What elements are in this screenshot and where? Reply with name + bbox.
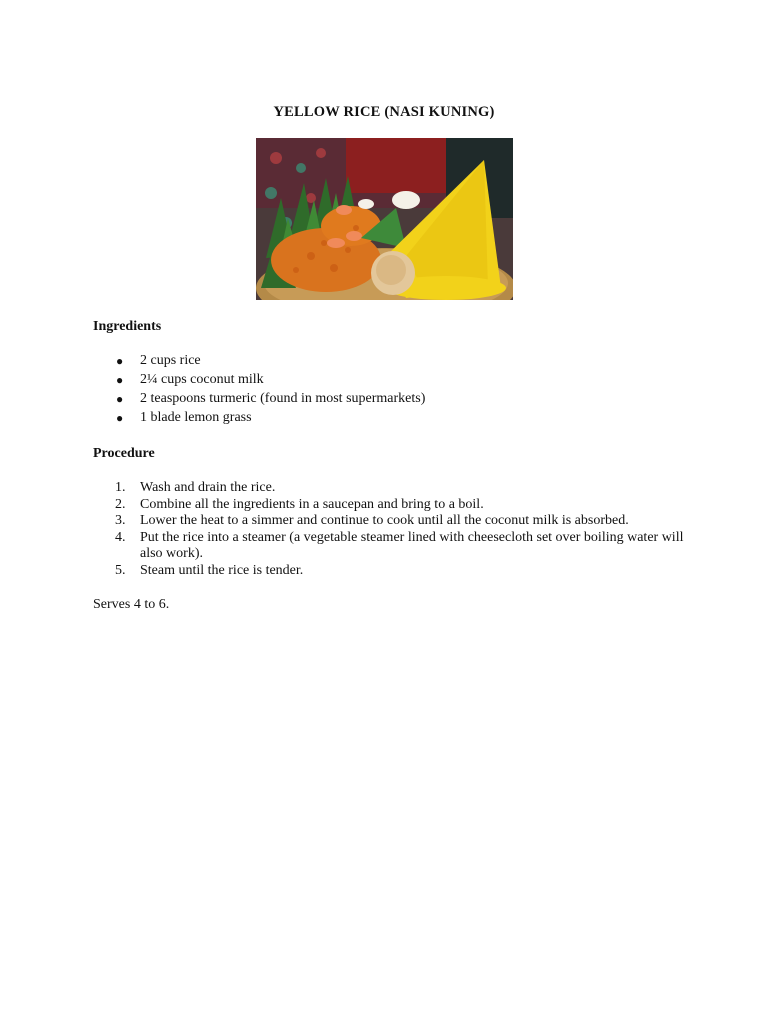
- procedure-steps: [93, 480, 693, 580]
- step-text: Wash and drain the rice.: [140, 480, 276, 495]
- bullet-icon: ●: [116, 373, 124, 387]
- step-item: [93, 497, 693, 514]
- serves-note: Serves 4 to 6.: [93, 597, 170, 612]
- list-item: ● 2 teaspoons turmeric (found in most supermarkets): [116, 391, 426, 406]
- recipe-title: YELLOW RICE (NASI KUNING): [273, 104, 495, 120]
- step-item: [93, 563, 693, 580]
- step-item: [93, 530, 693, 563]
- ingredients-list: [93, 353, 693, 429]
- step-item: [93, 480, 693, 497]
- nasi-kuning-photo: [256, 138, 513, 300]
- step-number: 1.: [115, 480, 126, 495]
- bullet-icon: ●: [116, 392, 124, 406]
- ingredients-heading: Ingredients: [93, 319, 162, 334]
- bullet-icon: ●: [116, 354, 124, 368]
- bullet-icon: ●: [116, 411, 124, 425]
- step-number: 2.: [115, 496, 126, 512]
- step-text: Steam until the rice is tender.: [140, 562, 304, 578]
- list-item: ● 2¼ cups coconut milk: [116, 372, 264, 387]
- step-text: Put the rice into a steamer (a vegetable steamer lined with cheesecloth set over boiling water will also work).: [140, 529, 684, 562]
- procedure-heading: Procedure: [93, 446, 155, 461]
- step-item: [93, 513, 693, 530]
- list-item: ● 2 cups rice: [116, 353, 201, 368]
- step-text: Lower the heat to a simmer and continue to cook until all the coconut milk is absorbed.: [140, 513, 629, 529]
- step-number: 5.: [115, 562, 126, 578]
- step-number: 3.: [115, 513, 126, 529]
- list-item: ● 1 blade lemon grass: [116, 410, 252, 425]
- step-text: Combine all the ingredients in a saucepan and bring to a boil.: [140, 496, 484, 512]
- step-number: 4.: [115, 529, 126, 545]
